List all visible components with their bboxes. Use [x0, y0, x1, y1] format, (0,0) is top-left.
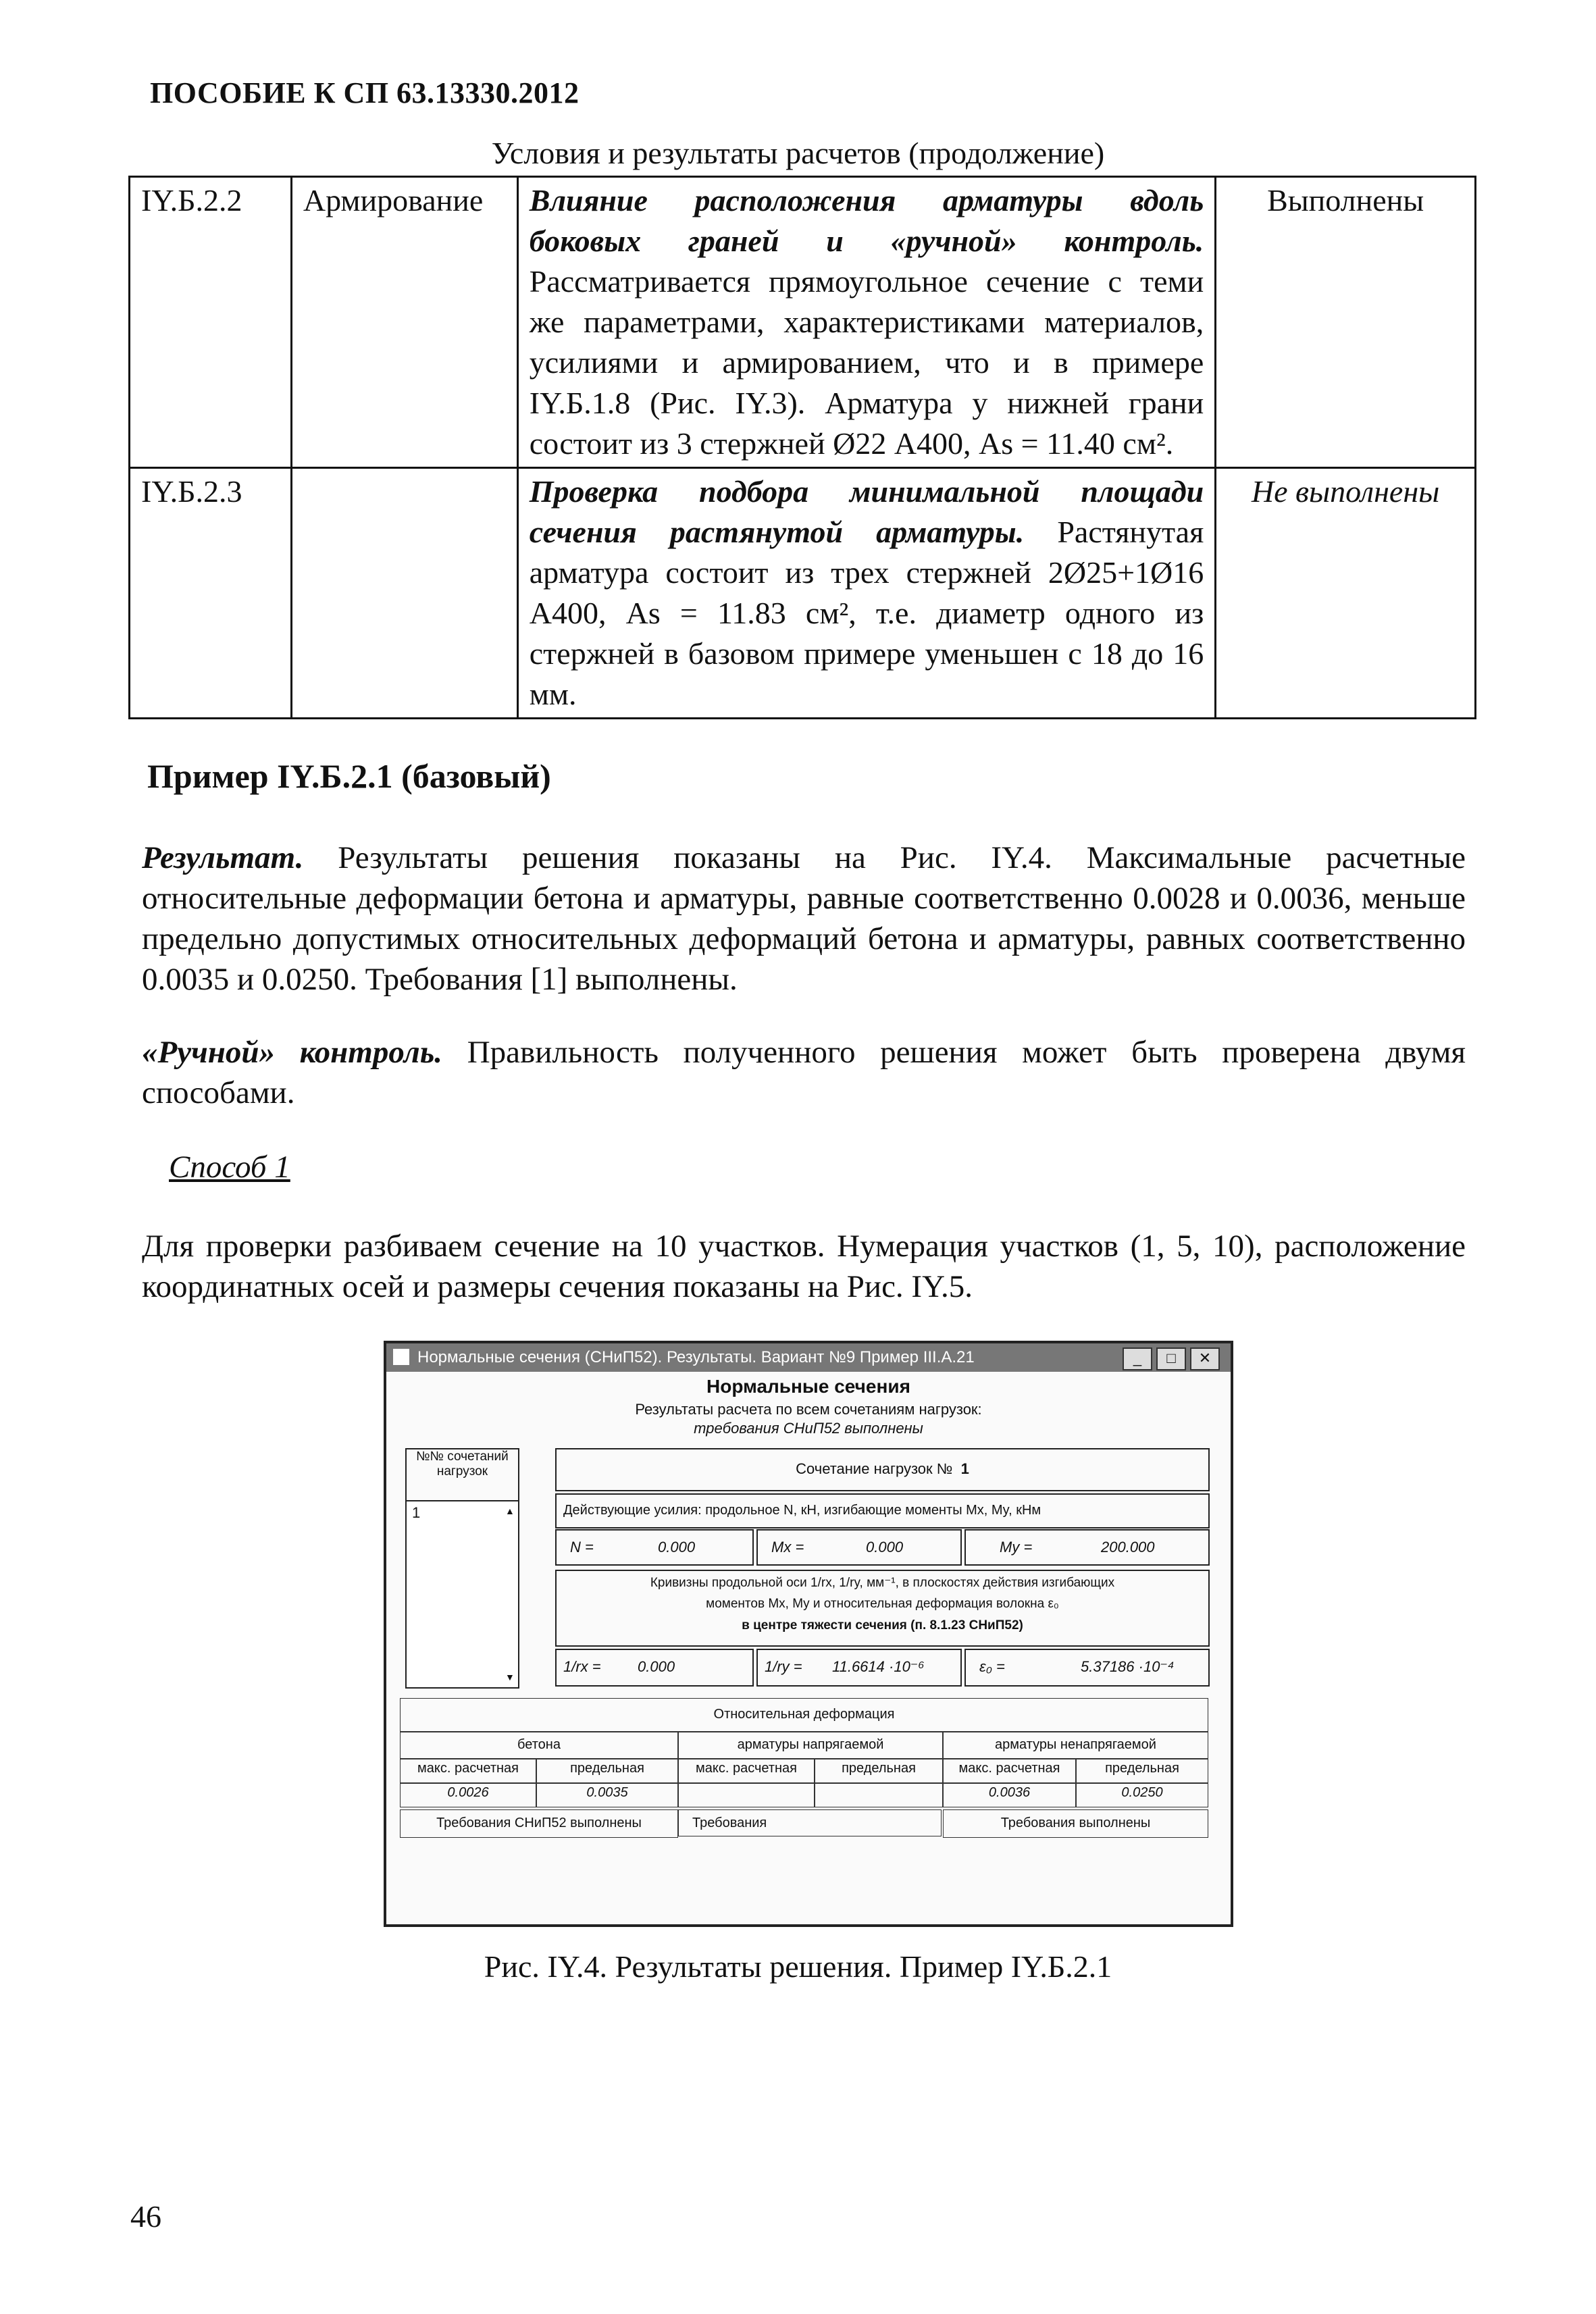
prestressed-limit-value [815, 1783, 943, 1807]
row-id: IY.Б.2.2 [130, 177, 292, 468]
window-heading: Нормальные сечения [706, 1376, 910, 1397]
row-result: Не выполнены [1216, 468, 1476, 719]
forces-header [555, 1493, 1210, 1528]
n-value: 0.000 [658, 1539, 696, 1555]
my-field: My = 200.000 [964, 1529, 1210, 1566]
curvature-info: Кривизны продольной оси 1/rx, 1/ry, мм⁻¹, в плоскостях действия изгибающих моментов Mx, My и относительная деформация волокна ε₀ в центре тяжести сечения (п. 8.1.23 СНиП52) [555, 1570, 1210, 1647]
combo-title [555, 1448, 1210, 1491]
maximize-icon[interactable]: □ [1156, 1347, 1186, 1370]
rebar-limit-value: 0.0250 [1076, 1783, 1208, 1807]
result-text: Результаты решения показаны на Рис. IY.4. Максимальные расчетные относительные деформации бетона и арматуры, равные соответственно 0.0028 и 0.0036, меньше предельно допустимых относительных деформаций бетона и арматуры, равных соответственно 0.0035 и 0.0250. Требования [1] выполнены. [142, 840, 1466, 997]
status-top: требования СНиП52 выполнены [694, 1420, 923, 1437]
scroll-up-icon[interactable]: ▲ [505, 1506, 515, 1516]
concrete-max-value: 0.0026 [400, 1783, 536, 1807]
row-formula: As = 11.40 см². [979, 426, 1174, 461]
prestressed-limit-label: предельная [815, 1759, 943, 1783]
concrete-max-label: макс. расчетная [400, 1759, 536, 1783]
conditions-table [128, 176, 1476, 719]
row-id: IY.Б.2.3 [130, 468, 292, 719]
app-icon [393, 1349, 409, 1365]
concrete-limit-value: 0.0035 [536, 1783, 678, 1807]
rx-value: 0.000 [638, 1658, 675, 1675]
ry-value: 11.6614 ·10⁻⁶ [832, 1658, 925, 1675]
page-header: ПОСОБИЕ К СП 63.13330.2012 [150, 76, 580, 109]
row-description [517, 468, 1215, 719]
concrete-header: бетона [400, 1732, 678, 1759]
combos-list[interactable] [405, 1500, 519, 1689]
prestressed-max-label: макс. расчетная [678, 1759, 815, 1783]
scroll-down-icon[interactable]: ▼ [505, 1672, 515, 1682]
e0-value: 5.37186 ·10⁻⁴ [1081, 1658, 1175, 1675]
row-group [291, 468, 517, 719]
window-titlebar [386, 1343, 1231, 1372]
my-value: 200.000 [1101, 1539, 1155, 1555]
row-group: Армирование [291, 177, 517, 468]
table-caption: Условия и результаты расчетов (продолжение) [491, 136, 1105, 170]
page-number: 46 [130, 2199, 161, 2234]
ry-field: 1/ry = 11.6614 ·10⁻⁶ [756, 1649, 962, 1687]
rebar-requirement: Требования выполнены [943, 1809, 1208, 1838]
rel-def-header: Относительная деформация [400, 1698, 1208, 1732]
example-heading: Пример IY.Б.2.1 (базовый) [147, 757, 551, 795]
result-label: Результат. [142, 840, 304, 875]
table-row [130, 468, 1476, 719]
row-description [517, 177, 1215, 468]
combo-label: Сочетание нагрузок № 1 [796, 1460, 969, 1477]
window-title: Нормальные сечения (СНиП52). Результаты. Вариант №9 Пример III.А.21 [417, 1348, 975, 1366]
list-item[interactable]: 1 [412, 1504, 421, 1521]
results-window [384, 1341, 1233, 1927]
window-subheading: Результаты расчета по всем сочетаниям нагрузок: [635, 1401, 982, 1418]
row-text: Растянутая арматура состоит из трех стержней 2Ø25+1Ø16 А400, As = 11.83 см², т.е. диаметр одного из стержней в базовом примере уменьшен с 18 до 16 мм. [529, 515, 1204, 711]
prestressed-requirement: Требования [678, 1809, 942, 1836]
concrete-limit-label: предельная [536, 1759, 678, 1783]
method-heading: Способ 1 [169, 1150, 290, 1185]
mx-field: Mx = 0.000 [756, 1529, 962, 1566]
row-result: Выполнены [1216, 177, 1476, 468]
result-paragraph [142, 838, 1466, 1000]
e0-field: ε₀ = 5.37186 ·10⁻⁴ [964, 1649, 1210, 1687]
nonprestressed-header: арматуры ненапрягаемой [943, 1732, 1208, 1759]
rebar-limit-label: предельная [1076, 1759, 1208, 1783]
table-row [130, 177, 1476, 468]
figure-caption: Рис. IY.4. Результаты решения. Пример IY.Б.2.1 [484, 1949, 1112, 1984]
rebar-max-value: 0.0036 [943, 1783, 1076, 1807]
rx-field: 1/rx = 0.000 [555, 1649, 754, 1687]
mx-value: 0.000 [866, 1539, 904, 1555]
concrete-requirement: Требования СНиП52 выполнены [400, 1809, 678, 1838]
n-field: N = 0.000 [555, 1529, 754, 1566]
combos-header: №№ сочетаний нагрузок [405, 1448, 519, 1501]
manual-label: «Ручной» контроль. [142, 1035, 443, 1070]
prestressed-header: арматуры напрягаемой [678, 1732, 943, 1759]
row-text: Рассматривается прямоугольное сечение с теми же параметрами, характеристиками материалов, усилиями и армированием, что и в примере IY.Б.1.8 (Рис. IY.3). Арматура у нижней грани состоит из 3 стержней Ø22 А400, [529, 264, 1204, 461]
manual-paragraph [142, 1032, 1466, 1113]
forces-label: Действующие усилия: продольное N, кН, изгибающие моменты Mx, My, кНм [563, 1503, 1041, 1518]
manual-text: Правильность полученного решения может быть проверена двумя способами. [142, 1035, 1466, 1110]
minimize-icon[interactable]: _ [1123, 1347, 1152, 1370]
rebar-max-label: макс. расчетная [943, 1759, 1076, 1783]
row-title: Влияние расположения арматуры вдоль боковых граней и «ручной» контроль. [529, 183, 1204, 258]
close-icon[interactable]: ✕ [1190, 1347, 1220, 1370]
prestressed-max-value [678, 1783, 815, 1807]
method-text: Для проверки разбиваем сечение на 10 участков. Нумерация участков (1, 5, 10), расположение координатных осей и размеры сечения показаны на Рис. IY.5. [142, 1229, 1466, 1304]
row-title: Проверка подбора минимальной площади сечения растянутой арматуры. [529, 474, 1204, 549]
